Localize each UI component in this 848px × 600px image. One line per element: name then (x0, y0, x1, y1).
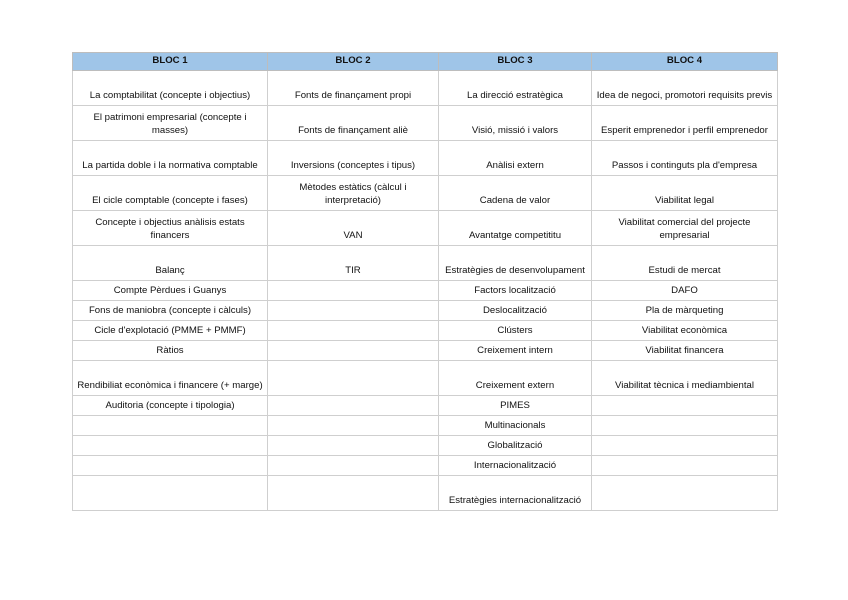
table-cell: Estudi de mercat (592, 246, 778, 281)
table-cell: Concepte i objectius anàlisis estats financers (73, 211, 268, 246)
table-cell: La comptabilitat (concepte i objectius) (73, 71, 268, 106)
table-cell: Globalització (439, 436, 592, 456)
table-cell: Fons de maniobra (concepte i càlculs) (73, 301, 268, 321)
table-cell (592, 396, 778, 416)
table-cell: Cicle d'explotació (PMME + PMMF) (73, 321, 268, 341)
table-cell: Deslocalització (439, 301, 592, 321)
header-bloc-4: BLOC 4 (592, 53, 778, 71)
header-bloc-3: BLOC 3 (439, 53, 592, 71)
table-cell: Auditoria (concepte i tipologia) (73, 396, 268, 416)
table-cell (592, 436, 778, 456)
table-cell (73, 436, 268, 456)
table-cell (268, 456, 439, 476)
table-row (73, 416, 778, 436)
table-cell: TIR (268, 246, 439, 281)
table-row (73, 301, 778, 321)
table-cell: Fonts de finançament aliè (268, 106, 439, 141)
table-cell: Avantatge competititu (439, 211, 592, 246)
table-cell: Viabilitat comercial del projecte empresarial (592, 211, 778, 246)
table-cell (592, 476, 778, 511)
table-row (73, 281, 778, 301)
table-row (73, 361, 778, 396)
table-cell (73, 456, 268, 476)
table-row (73, 476, 778, 511)
table-cell: Rendibiliat econòmica i financere (+ marge) (73, 361, 268, 396)
bloc-table (72, 52, 778, 511)
table-cell (268, 281, 439, 301)
header-row (73, 53, 778, 71)
table-cell (592, 456, 778, 476)
table-cell: DAFO (592, 281, 778, 301)
table-row (73, 246, 778, 281)
table-cell: Estratègies internacionalització (439, 476, 592, 511)
table-cell: VAN (268, 211, 439, 246)
table-cell: Creixement intern (439, 341, 592, 361)
table-row (73, 321, 778, 341)
table-cell: Multinacionals (439, 416, 592, 436)
table-cell: Esperit emprenedor i perfil emprenedor (592, 106, 778, 141)
table-cell: Viabilitat tècnica i mediambiental (592, 361, 778, 396)
table-row (73, 106, 778, 141)
table-cell: El cicle comptable (concepte i fases) (73, 176, 268, 211)
table-cell: Clústers (439, 321, 592, 341)
table-cell: Balanç (73, 246, 268, 281)
table-cell: PIMES (439, 396, 592, 416)
table-cell (268, 301, 439, 321)
table-cell: Pla de màrqueting (592, 301, 778, 321)
table-cell: La direcció estratègica (439, 71, 592, 106)
table-row (73, 71, 778, 106)
table-cell: Creixement extern (439, 361, 592, 396)
table-row (73, 176, 778, 211)
table-cell (73, 476, 268, 511)
table-cell: Compte Pèrdues i Guanys (73, 281, 268, 301)
table-cell (592, 416, 778, 436)
table-cell: El patrimoni empresarial (concepte i masses) (73, 106, 268, 141)
table-cell: Passos i continguts pla d'empresa (592, 141, 778, 176)
table-row (73, 141, 778, 176)
table-cell: Internacionalització (439, 456, 592, 476)
table-cell (268, 476, 439, 511)
table-row (73, 341, 778, 361)
table-cell: Fonts de finançament propi (268, 71, 439, 106)
table-cell (268, 321, 439, 341)
table-row (73, 211, 778, 246)
table-cell: Cadena de valor (439, 176, 592, 211)
table-row (73, 456, 778, 476)
table-cell: Visió, missió i valors (439, 106, 592, 141)
table-cell: Viabilitat financera (592, 341, 778, 361)
table-cell: Ràtios (73, 341, 268, 361)
table-cell: Viabilitat legal (592, 176, 778, 211)
table-cell (268, 341, 439, 361)
table-cell: Anàlisi extern (439, 141, 592, 176)
table-cell: Mètodes estàtics (càlcul i interpretació) (268, 176, 439, 211)
table-cell: Estratègies de desenvolupament (439, 246, 592, 281)
table-row (73, 396, 778, 416)
table-cell: Inversions (conceptes i tipus) (268, 141, 439, 176)
table-cell: La partida doble i la normativa comptable (73, 141, 268, 176)
table-cell: Idea de negoci, promotori requisits previs (592, 71, 778, 106)
table-cell (268, 396, 439, 416)
table-cell: Viabilitat econòmica (592, 321, 778, 341)
table-cell (268, 416, 439, 436)
header-bloc-1: BLOC 1 (73, 53, 268, 71)
table-cell (268, 361, 439, 396)
header-bloc-2: BLOC 2 (268, 53, 439, 71)
table-cell (268, 436, 439, 456)
table-row (73, 436, 778, 456)
table-cell (73, 416, 268, 436)
table-cell: Factors localització (439, 281, 592, 301)
